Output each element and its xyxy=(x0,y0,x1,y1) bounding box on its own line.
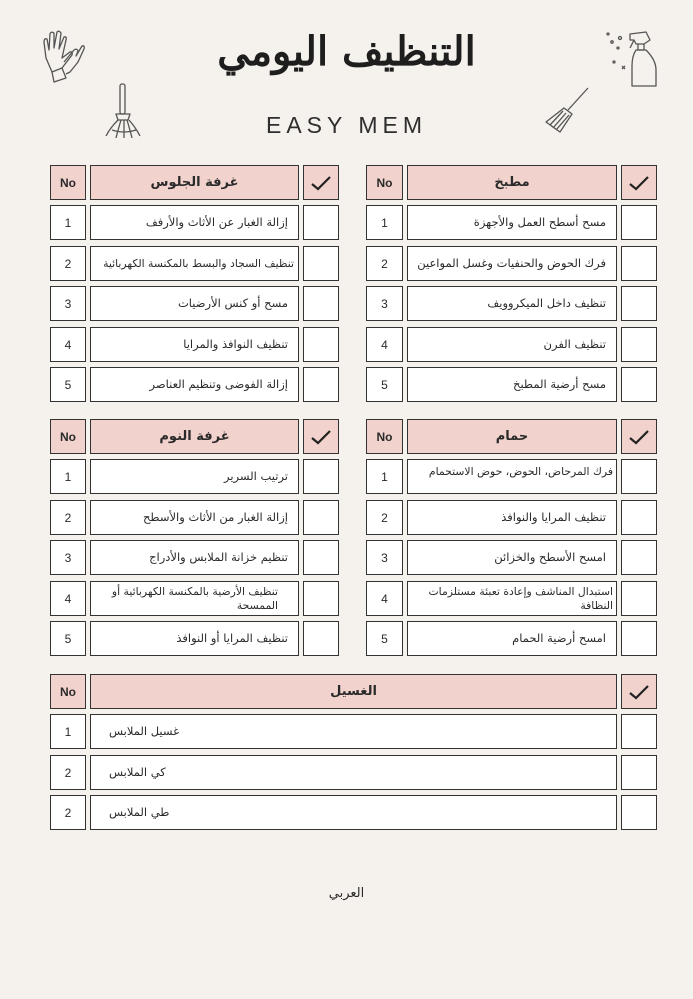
checkmark-icon xyxy=(310,175,332,191)
living-task-1: إزالة الغبار عن الأثاث والأرفف xyxy=(90,205,299,240)
kitchen-section-title: مطبخ xyxy=(407,165,617,200)
laundry-check-header xyxy=(621,674,657,709)
laundry-task-2: كي الملابس xyxy=(90,755,617,790)
living-checkbox-2[interactable] xyxy=(303,246,339,281)
bedroom-no-4: 4 xyxy=(50,581,86,616)
kitchen-no-1: 1 xyxy=(366,205,403,240)
bedroom-checkbox-3[interactable] xyxy=(303,540,339,575)
bathroom-checkbox-2[interactable] xyxy=(621,500,657,535)
spray-bottle-icon xyxy=(600,26,662,92)
living-no-header: No xyxy=(50,165,86,200)
bedroom-no-5: 5 xyxy=(50,621,86,656)
bedroom-no-2: 2 xyxy=(50,500,86,535)
kitchen-no-3: 3 xyxy=(366,286,403,321)
checkmark-icon xyxy=(628,175,650,191)
page-title: التنظيف اليومي xyxy=(217,28,476,75)
living-checkbox-3[interactable] xyxy=(303,286,339,321)
living-checkbox-1[interactable] xyxy=(303,205,339,240)
bedroom-task-2: إزالة الغبار من الأثاث والأسطح xyxy=(90,500,299,535)
bathroom-no-header: No xyxy=(366,419,403,454)
kitchen-no-header: No xyxy=(366,165,403,200)
kitchen-checkbox-4[interactable] xyxy=(621,327,657,362)
checkmark-icon xyxy=(628,429,650,445)
living-section-title: غرفة الجلوس xyxy=(90,165,299,200)
kitchen-no-5: 5 xyxy=(366,367,403,402)
mop-icon xyxy=(102,82,146,140)
laundry-checkbox-3[interactable] xyxy=(621,795,657,830)
bathroom-task-4: استبدال المناشف وإعادة تعبئة مستلزمات النظافة xyxy=(407,581,617,616)
bedroom-task-4: تنظيف الأرضية بالمكنسة الكهربائية أو الممسحة xyxy=(90,581,299,616)
bathroom-check-header xyxy=(621,419,657,454)
bedroom-no-1: 1 xyxy=(50,459,86,494)
living-no-2: 2 xyxy=(50,246,86,281)
bedroom-section-title: غرفة النوم xyxy=(90,419,299,454)
bathroom-checkbox-5[interactable] xyxy=(621,621,657,656)
laundry-checkbox-1[interactable] xyxy=(621,714,657,749)
bedroom-task-5: تنظيف المرايا أو النوافذ xyxy=(90,621,299,656)
bathroom-section-title: حمام xyxy=(407,419,617,454)
broom-icon xyxy=(544,86,592,136)
bathroom-task-3: امسح الأسطح والخزائن xyxy=(407,540,617,575)
bedroom-checkbox-1[interactable] xyxy=(303,459,339,494)
living-task-3: مسح أو كنس الأرضيات xyxy=(90,286,299,321)
living-task-4: تنظيف النوافذ والمرايا xyxy=(90,327,299,362)
living-no-1: 1 xyxy=(50,205,86,240)
laundry-task-1: غسيل الملابس xyxy=(90,714,617,749)
bathroom-no-2: 2 xyxy=(366,500,403,535)
living-check-header xyxy=(303,165,339,200)
checkmark-icon xyxy=(628,684,650,700)
page-subtitle: EASY MEM xyxy=(266,112,427,138)
bathroom-task-5: امسح أرضية الحمام xyxy=(407,621,617,656)
laundry-task-3: طي الملابس xyxy=(90,795,617,830)
bedroom-checkbox-2[interactable] xyxy=(303,500,339,535)
bathroom-task-2: تنظيف المرايا والنوافذ xyxy=(407,500,617,535)
laundry-no-2: 2 xyxy=(50,755,86,790)
gloves-icon xyxy=(40,28,88,88)
kitchen-checkbox-2[interactable] xyxy=(621,246,657,281)
living-checkbox-4[interactable] xyxy=(303,327,339,362)
bathroom-task-1: فرك المرحاض، الحوض، حوض الاستحمام xyxy=(407,459,617,494)
bathroom-no-1: 1 xyxy=(366,459,403,494)
bedroom-task-3: تنظيم خزانة الملابس والأدراج xyxy=(90,540,299,575)
laundry-no-3: 2 xyxy=(50,795,86,830)
bedroom-task-1: ترتيب السرير xyxy=(90,459,299,494)
kitchen-checkbox-3[interactable] xyxy=(621,286,657,321)
living-task-5: إزالة الفوضى وتنظيم العناصر xyxy=(90,367,299,402)
laundry-section-title: الغسيل xyxy=(90,674,617,709)
bedroom-no-header: No xyxy=(50,419,86,454)
kitchen-no-2: 2 xyxy=(366,246,403,281)
kitchen-task-1: مسح أسطح العمل والأجهزة xyxy=(407,205,617,240)
bathroom-no-3: 3 xyxy=(366,540,403,575)
bedroom-check-header xyxy=(303,419,339,454)
kitchen-task-3: تنظيف داخل الميكروويف xyxy=(407,286,617,321)
living-no-3: 3 xyxy=(50,286,86,321)
laundry-checkbox-2[interactable] xyxy=(621,755,657,790)
living-no-4: 4 xyxy=(50,327,86,362)
laundry-no-header: No xyxy=(50,674,86,709)
kitchen-no-4: 4 xyxy=(366,327,403,362)
kitchen-check-header xyxy=(621,165,657,200)
living-checkbox-5[interactable] xyxy=(303,367,339,402)
bathroom-checkbox-4[interactable] xyxy=(621,581,657,616)
bedroom-checkbox-4[interactable] xyxy=(303,581,339,616)
bathroom-checkbox-1[interactable] xyxy=(621,459,657,494)
kitchen-checkbox-5[interactable] xyxy=(621,367,657,402)
kitchen-task-2: فرك الحوض والحنفيات وغسل المواعين xyxy=(407,246,617,281)
living-task-2: تنظيف السجاد والبسط بالمكنسة الكهربائية xyxy=(90,246,299,281)
living-no-5: 5 xyxy=(50,367,86,402)
bathroom-no-5: 5 xyxy=(366,621,403,656)
kitchen-task-5: مسح أرضية المطبخ xyxy=(407,367,617,402)
bathroom-no-4: 4 xyxy=(366,581,403,616)
checkmark-icon xyxy=(310,429,332,445)
bedroom-checkbox-5[interactable] xyxy=(303,621,339,656)
kitchen-checkbox-1[interactable] xyxy=(621,205,657,240)
bathroom-checkbox-3[interactable] xyxy=(621,540,657,575)
laundry-no-1: 1 xyxy=(50,714,86,749)
kitchen-task-4: تنظيف الفرن xyxy=(407,327,617,362)
footer-language-label: العربي xyxy=(328,886,365,901)
bedroom-no-3: 3 xyxy=(50,540,86,575)
